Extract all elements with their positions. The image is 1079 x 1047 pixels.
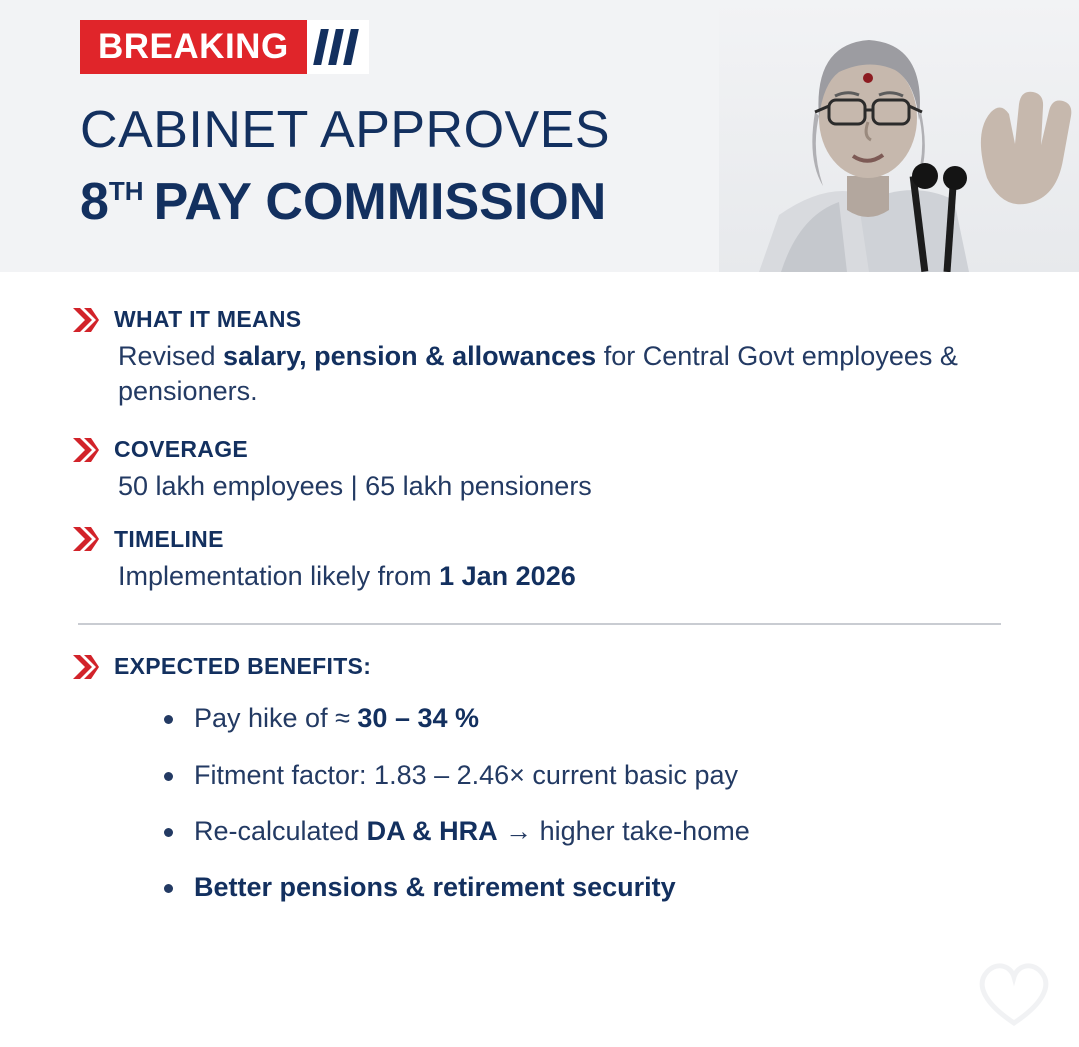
item-strong: 30 – 34 %	[357, 703, 479, 734]
double-chevron-arrow-icon	[72, 437, 100, 463]
section-text-part: Implementation likely from	[118, 560, 440, 591]
headline-line-2	[80, 173, 607, 231]
breaking-label: BREAKING	[80, 20, 307, 74]
headline-ordinal: TH	[108, 176, 144, 206]
list-item	[164, 871, 1007, 903]
section-label: TIMELINE	[114, 525, 224, 552]
breaking-banner	[80, 20, 369, 74]
section-label: EXPECTED BENEFITS:	[114, 653, 372, 680]
section-header	[72, 526, 1007, 553]
section-text: 50 lakh employees | 65 lakh pensioners	[118, 471, 592, 502]
list-item	[164, 815, 1007, 847]
headline-rest: PAY COMMISSION	[153, 173, 607, 231]
item-text: → higher take-home	[497, 815, 750, 846]
section-timeline	[72, 526, 1007, 594]
finance-minister-portrait	[719, 0, 1079, 272]
breaking-stripes-icon	[307, 20, 369, 74]
double-chevron-arrow-icon	[72, 526, 100, 552]
section-header	[72, 436, 1007, 463]
section-expected-benefits	[72, 653, 1007, 904]
item-text: Fitment factor: 1.83 – 2.46× current basic pay	[194, 759, 739, 790]
list-item	[164, 759, 1007, 791]
section-text-strong: 1 Jan 2026	[439, 560, 576, 591]
headline-number: 8	[80, 173, 109, 231]
double-chevron-arrow-icon	[72, 654, 100, 680]
news-body	[0, 272, 1079, 904]
section-text-part: Revised	[118, 341, 224, 371]
section-coverage	[72, 436, 1007, 504]
section-divider	[78, 623, 1001, 625]
benefits-list	[164, 702, 1007, 904]
section-label: WHAT IT MEANS	[114, 306, 302, 332]
item-strong: Better pensions & retirement security	[194, 872, 676, 903]
section-text-part: for Central Govt employees & pensioners.	[118, 341, 958, 406]
section-text	[118, 339, 1007, 408]
section-what-it-means	[72, 306, 1007, 408]
item-strong: DA & HRA	[366, 815, 498, 846]
list-item	[164, 702, 1007, 734]
heart-watermark-icon	[971, 953, 1057, 1031]
section-header	[72, 306, 1007, 333]
headline-line-1: CABINET APPROVES	[80, 101, 611, 159]
double-chevron-arrow-icon	[72, 307, 100, 333]
section-text-strong: salary, pension & allowances	[223, 341, 597, 371]
section-header	[72, 653, 1007, 680]
item-text: Re-calculated	[194, 815, 367, 846]
breaking-news-header	[0, 0, 1079, 272]
section-label: COVERAGE	[114, 436, 249, 463]
section-text	[118, 559, 1007, 594]
item-text: Pay hike of ≈	[194, 703, 358, 734]
